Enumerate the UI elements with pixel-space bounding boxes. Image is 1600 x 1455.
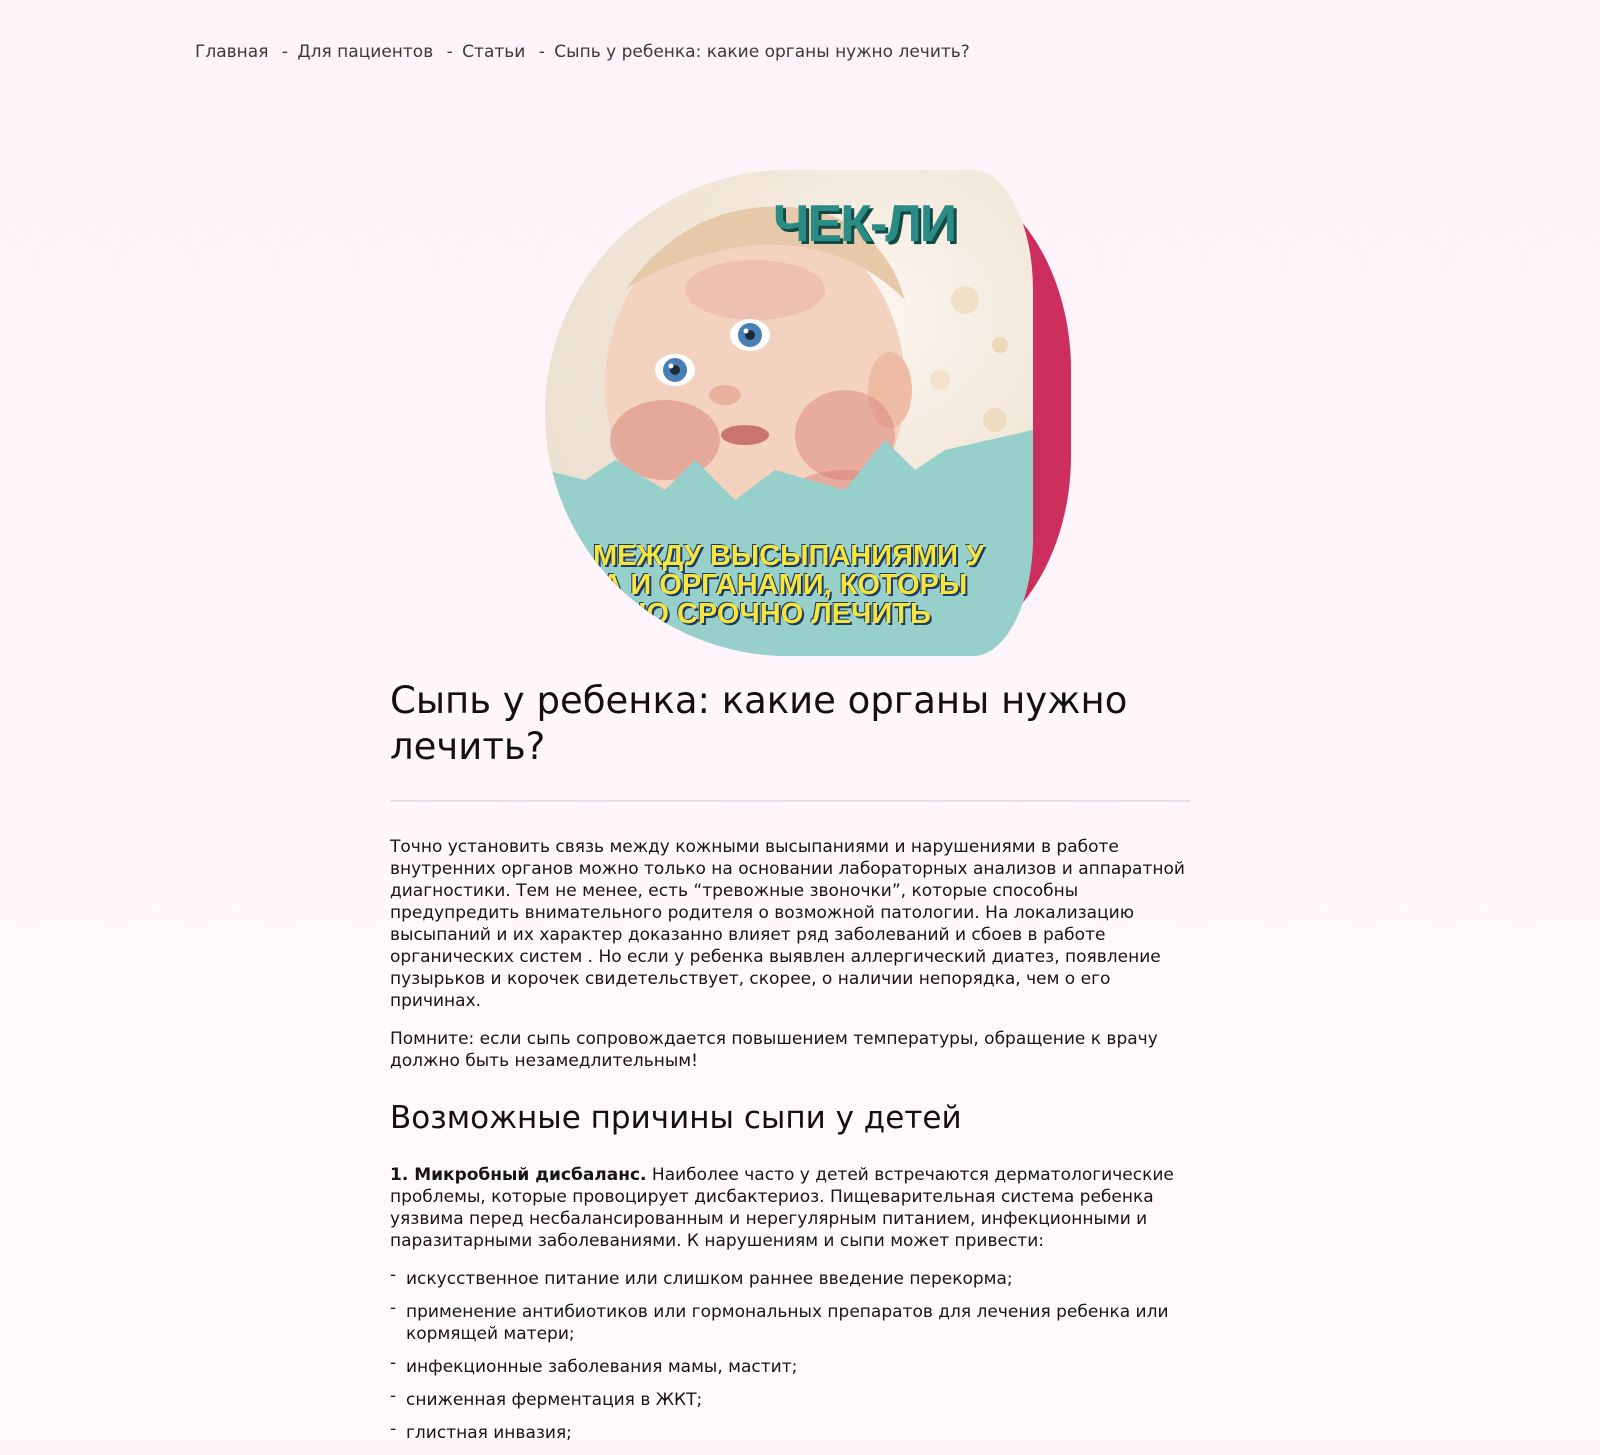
list-item-text: искусственное питание или слишком раннее введение перекорма; [406,1269,1013,1289]
list-item [390,1265,1190,1290]
cause-label: 1. Микробный дисбаланс. [390,1165,647,1185]
hero-badge-text: ЧЕК-ЛИ [773,195,956,253]
list-item [390,1353,1190,1378]
breadcrumb [195,42,970,62]
list-item [390,1298,1190,1345]
hero-caption-line: ЖНО СРОЧНО ЛЕЧИТЬ [599,598,931,630]
breadcrumb-separator: - [281,42,288,62]
hero-caption-line: НКА И ОРГАНАМИ, КОТОРЫ [562,569,968,601]
cause-text: Наиболее часто у детей встречаются дерматологические проблемы, которые провоцирует дисбактериоз. Пищеварительная система ребенка уязвима перед несбалансированным и нерегулярным питанием, инфекционными и паразитарными заболеваниями. К нарушениям и сыпи может привести: [390,1165,1174,1251]
article-body [390,678,1190,1455]
list-item [390,1386,1190,1411]
breadcrumb-item-patients[interactable]: Для пациентов [297,42,434,62]
list-item [390,1419,1190,1444]
title-divider [390,800,1190,802]
cause-paragraph [390,1164,1190,1252]
list-bullet: - [390,1298,397,1318]
breadcrumb-item-home[interactable]: Главная [195,42,269,62]
list-bullet: - [390,1265,397,1285]
breadcrumb-item-articles[interactable]: Статьи [462,42,526,62]
article-hero-image [545,170,1075,656]
causes-list [390,1265,1190,1444]
hero-photo [545,170,1033,656]
hero-caption-line: ЗЬ МЕЖДУ ВЫСЫПАНИЯМИ У [545,540,985,572]
list-bullet: - [390,1386,397,1406]
list-item-text: глистная инвазия; [406,1423,572,1443]
list-item-text: инфекционные заболевания мамы, мастит; [406,1357,798,1377]
list-item-text: применение антибиотиков или гормональных препаратов для лечения ребенка или кормящей матери; [406,1302,1169,1344]
list-item-text: сниженная ферментация в ЖКТ; [406,1390,703,1410]
breadcrumb-separator: - [446,42,453,62]
list-bullet: - [390,1419,397,1439]
article-warning-paragraph: Помните: если сыпь сопровождается повышением температуры, обращение к врачу должно быть незамедлительным! [390,1029,1158,1071]
article-intro-paragraph: Точно установить связь между кожными высыпаниями и нарушениями в работе внутренних органов можно только на основании лабораторных анализов и аппаратной диагностики. Тем не менее, есть “тревожные звоночки”, которые способны предупредить внимательного родителя о возможной патологии. На локализацию высыпаний и их характер доказанно влияет ряд заболеваний и сбоев в работе органических систем . Но если у ребенка выявлен аллергический диатез, появление пузырьков и корочек свидетельствует, скорее, о наличии непорядка, чем о его причинах. [390,837,1185,1011]
article-title: Сыпь у ребенка: какие органы нужно лечить? [390,679,1128,768]
section-title-causes: Возможные причины сыпи у детей [390,1100,962,1136]
hero-caption [545,542,1033,629]
breadcrumb-separator: - [538,42,545,62]
breadcrumb-item-current: Сыпь у ребенка: какие органы нужно лечить? [554,42,970,62]
list-bullet: - [390,1353,397,1373]
